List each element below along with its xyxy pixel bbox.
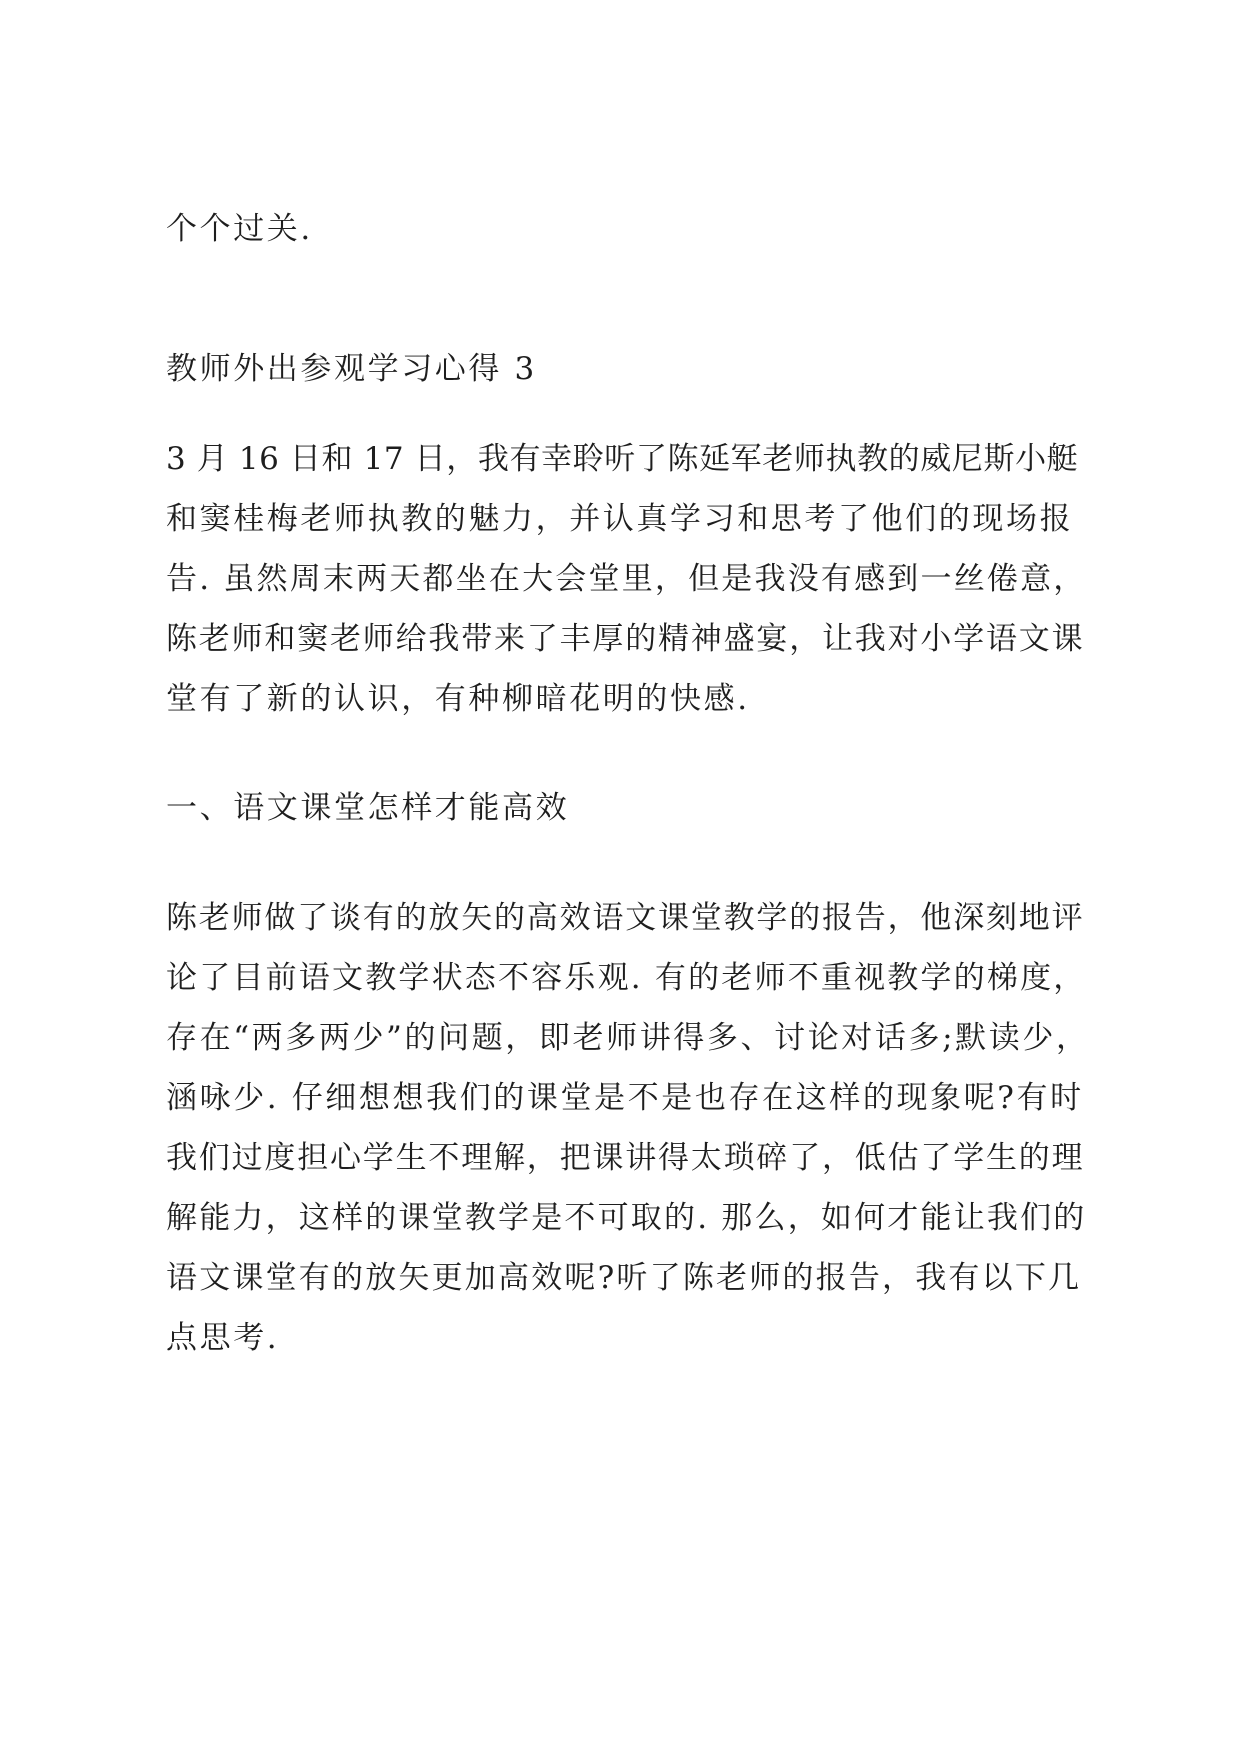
body-line: 涵咏少. 仔细想想我们的课堂是不是也存在这样的现象呢?有时 [166, 1080, 1084, 1116]
section-title: 教师外出参观学习心得 3 [166, 351, 537, 387]
closing-fragment: 个个过关. [166, 211, 313, 247]
body-line: 存在“两多两少”的问题，即老师讲得多、讨论对话多;默读少， [166, 1020, 1090, 1056]
body-line: 我们过度担心学生不理解，把课讲得太琐碎了，低估了学生的理 [166, 1140, 1085, 1176]
subheading: 一、语文课堂怎样才能高效 [166, 790, 570, 826]
body-line: 点思考. [166, 1320, 280, 1356]
intro-line: 告. 虽然周末两天都坐在大会堂里，但是我没有感到一丝倦意， [166, 561, 1087, 597]
intro-line: 陈老师和窦老师给我带来了丰厚的精神盛宴，让我对小学语文课 [166, 621, 1085, 657]
intro-line: 堂有了新的认识，有种柳暗花明的快感. [166, 681, 750, 717]
body-line: 语文课堂有的放矢更加高效呢?听了陈老师的报告，我有以下几 [166, 1260, 1082, 1296]
body-line: 陈老师做了谈有的放矢的高效语文课堂教学的报告，他深刻地评 [166, 900, 1085, 936]
body-line: 论了目前语文教学状态不容乐观. 有的老师不重视教学的梯度， [166, 960, 1087, 996]
body-line: 解能力，这样的课堂教学是不可取的. 那么，如何才能让我们的 [166, 1200, 1087, 1236]
intro-line: 3 月 16 日和 17 日，我有幸聆听了陈延军老师执教的威尼斯小艇 [166, 441, 1079, 477]
intro-line: 和窦桂梅老师执教的魅力，并认真学习和思考了他们的现场报 [166, 501, 1074, 537]
